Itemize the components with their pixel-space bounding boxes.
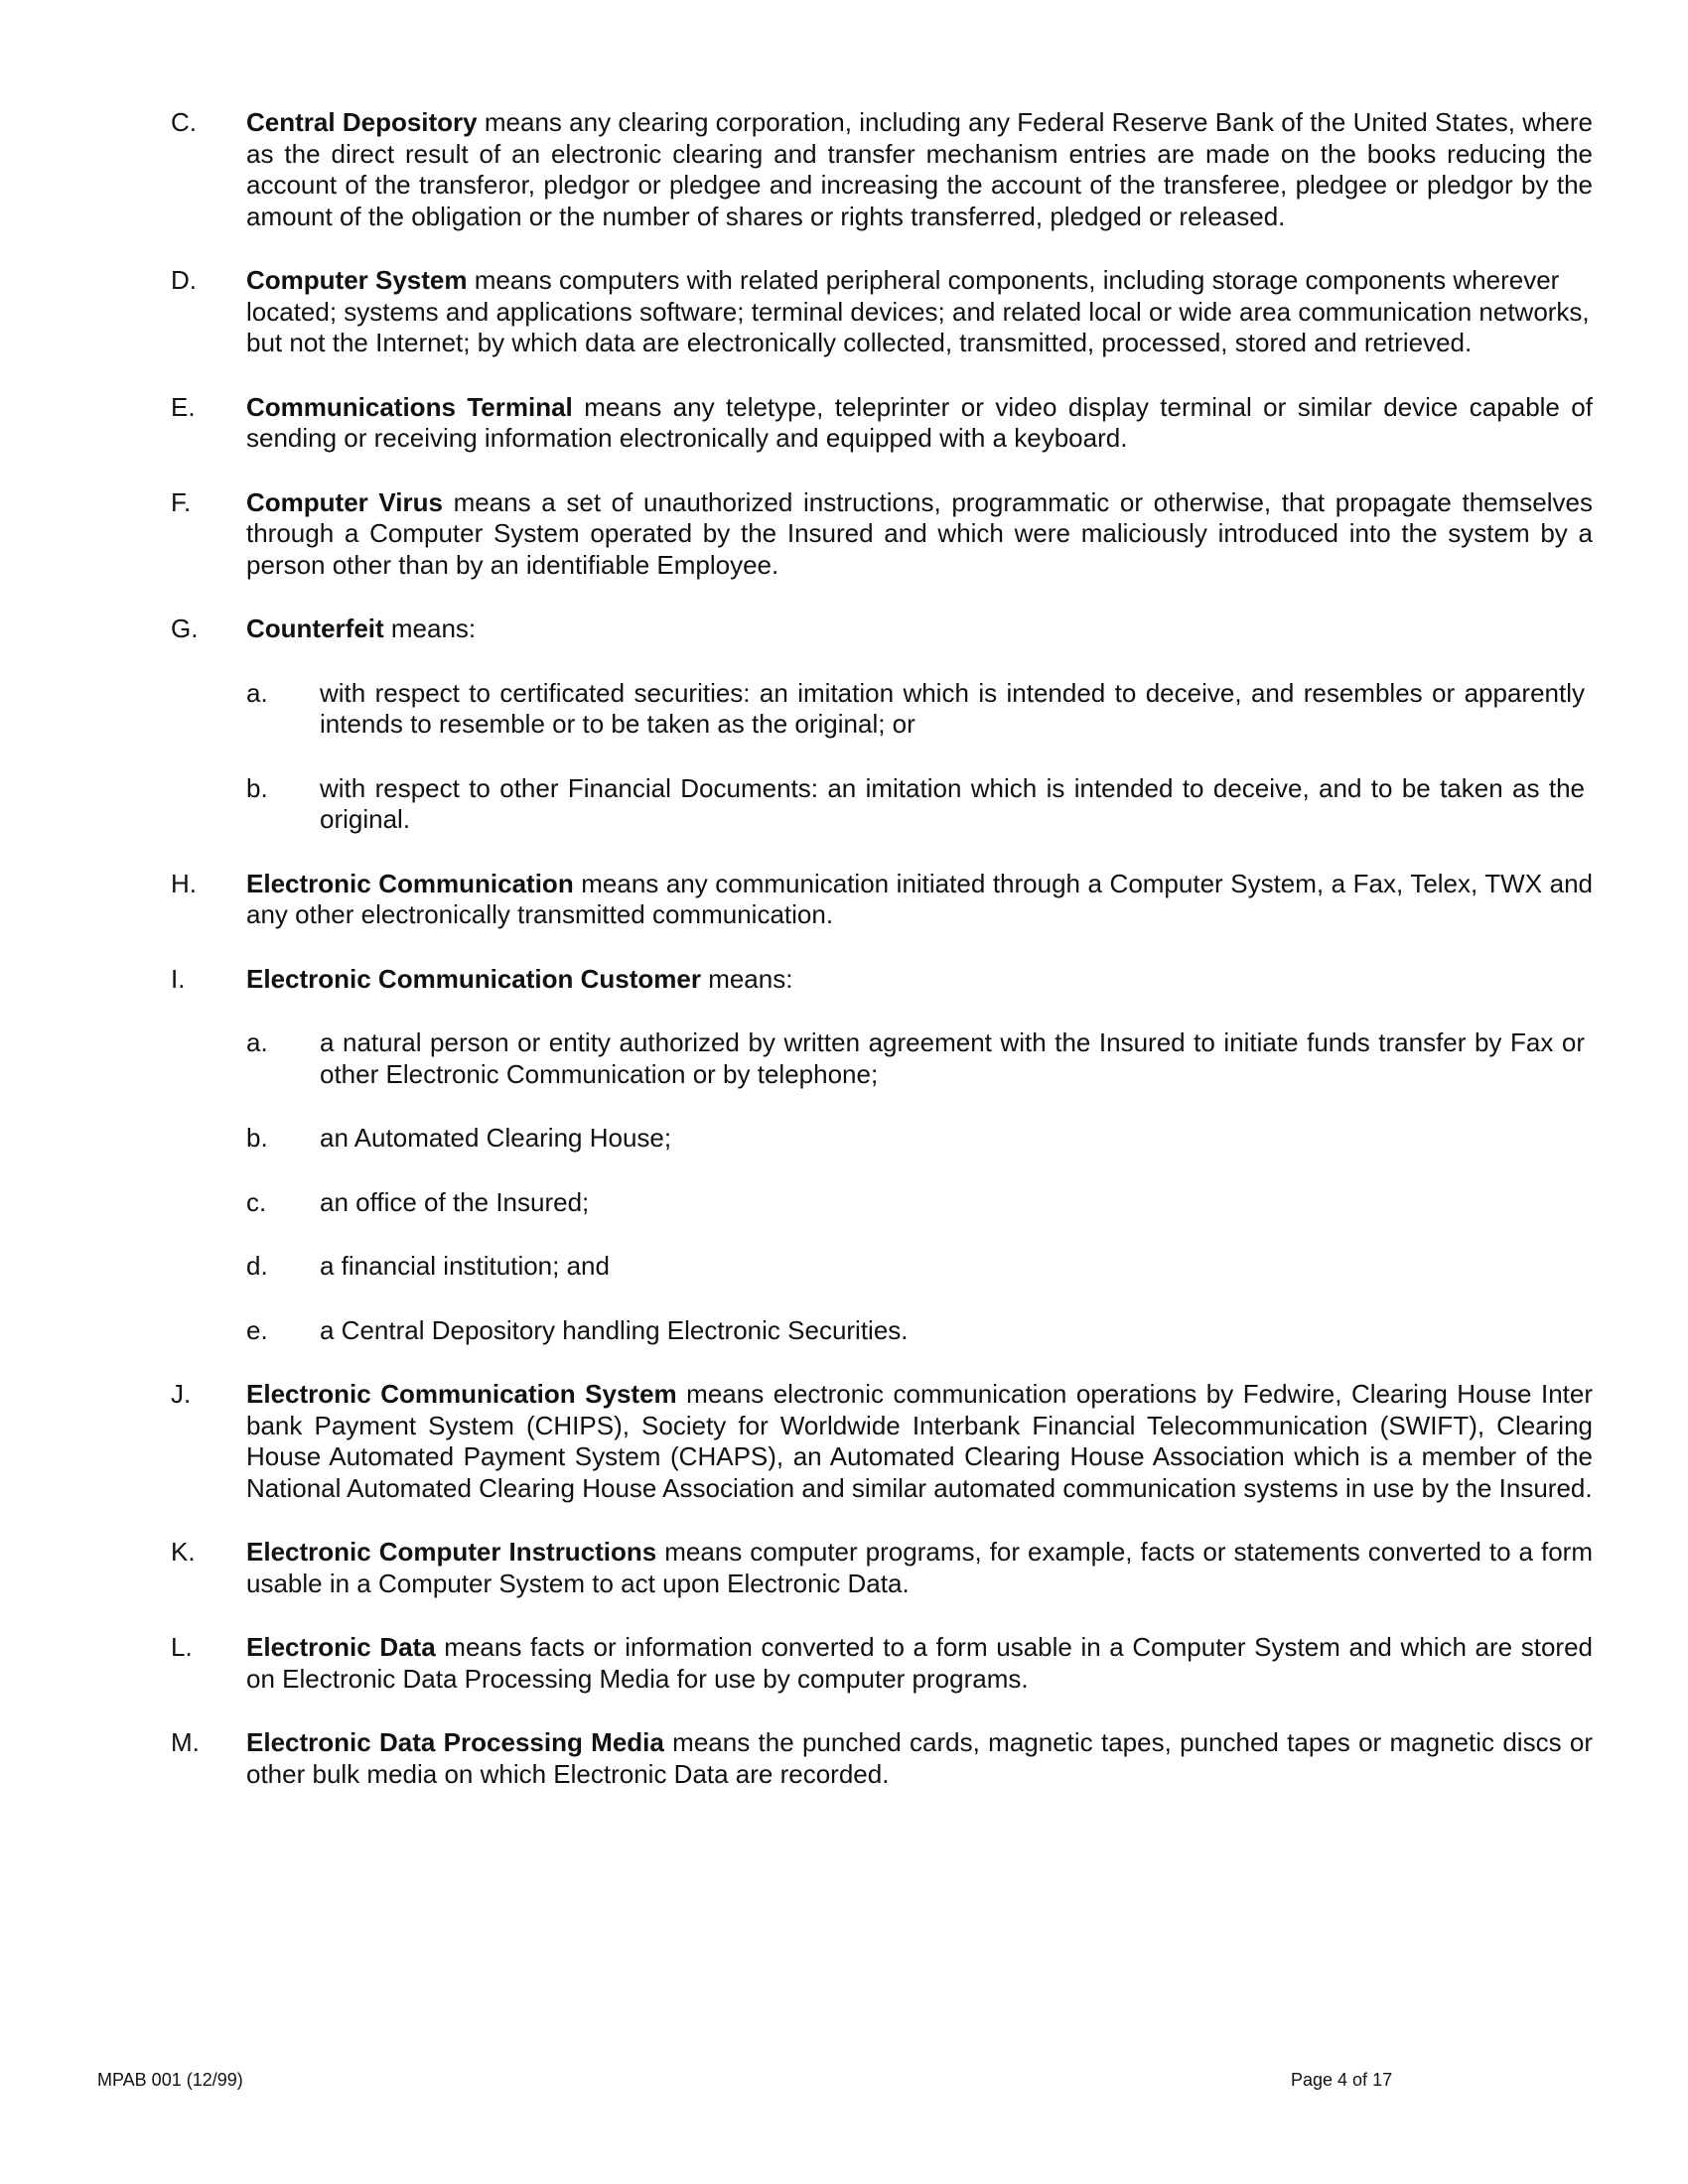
subitem-text: a financial institution; and — [320, 1251, 610, 1281]
subitem-letter: d. — [246, 1251, 268, 1281]
subitem-letter: c. — [246, 1186, 267, 1217]
definition-letter: J. — [171, 1379, 192, 1409]
definition-text: means a set of unauthorized instructions, programmatic or otherwise, that propagate themselves through a Computer System operated by the Insured and which were maliciously introduced into the system by a person other than by an identifiable Employee. — [246, 486, 1593, 580]
definition-term: Electronic Communication System — [246, 1379, 677, 1409]
subitem-letter: a. — [246, 677, 268, 708]
subitem-text: with respect to certificated securities: an imitation which is intended to deceive, and resembles or apparently intends to resemble or to be taken as the original; or — [320, 677, 1585, 739]
subitem-letter: e. — [246, 1314, 268, 1345]
definition-term: Electronic Data — [246, 1632, 436, 1662]
definition-letter: L. — [171, 1632, 193, 1662]
form-number: MPAB 001 (12/99) — [97, 2070, 243, 2090]
subitem-text: a natural person or entity authorized by written agreement with the Insured to initiate funds transfer by Fax or other Electronic Communication or by telephone; — [320, 1027, 1585, 1089]
definition-text: means the punched cards, magnetic tapes, punched tapes or magnetic discs or other bulk media on which Electronic Data are recorded. — [246, 1727, 1593, 1789]
definition-term: Electronic Communication — [246, 868, 574, 898]
definition-text: means computers with related peripheral components, including storage components wherever located; systems and applications software; terminal devices; and related local or wide area communication networks, but not the Internet; by which data are electronically collected, transmitted, processed, stored and retrieved. — [246, 265, 1590, 357]
definition-letter: K. — [171, 1537, 196, 1567]
definition-communications-terminal — [171, 392, 1593, 455]
subitem-text: a Central Depository handling Electronic Securities. — [320, 1314, 909, 1345]
definition-text: means computer programs, for example, facts or statements converted to a form usable in a Computer System to act upon Electronic Data. — [246, 1537, 1593, 1598]
definition-counterfeit — [171, 614, 1593, 836]
definition-term: Counterfeit — [246, 614, 384, 643]
definition-letter: G. — [171, 614, 199, 643]
definition-central-depository — [171, 107, 1593, 232]
page-number: Page 4 of 17 — [1291, 2070, 1393, 2090]
subitem — [246, 1315, 1593, 1347]
definition-term: Computer Virus — [246, 486, 443, 517]
definition-letter: H. — [171, 868, 197, 898]
definition-text: means any teletype, teleprinter or video display terminal or similar device capable of sending or receiving information electronically and equipped with a keyboard. — [246, 391, 1593, 453]
definition-electronic-data — [171, 1632, 1593, 1695]
subitem — [246, 1123, 1593, 1155]
definition-electronic-communication-system — [171, 1379, 1593, 1504]
definition-letter: E. — [171, 391, 196, 422]
definition-text: means electronic communication operations by Fedwire, Clearing House Inter bank Payment System (CHIPS), Society for Worldwide Interbank Financial Telecommunication (SWIFT), Clearing House Automated Payment System (CHAPS), an Automated Clearing House Association which is a member of the National Automated Clearing House Association and similar automated communication systems in use by the Insured. — [246, 1379, 1593, 1503]
definition-letter: M. — [171, 1727, 200, 1757]
subitem-text: an Automated Clearing House; — [320, 1123, 672, 1153]
definition-term: Electronic Computer Instructions — [246, 1537, 657, 1567]
definition-letter: F. — [171, 486, 192, 517]
subitem — [246, 1251, 1593, 1283]
definition-text: means any clearing corporation, including any Federal Reserve Bank of the United States, where as the direct result of an electronic clearing and transfer mechanism entries are made on the books reducing the account of the transferor, pledgor or pledgee and increasing the account of the transferee, pledgee or pledgor by the amount of the obligation or the number of shares or rights transferred, pledged or released. — [246, 107, 1594, 231]
definition-text: means any communication initiated through a Computer System, a Fax, Telex, TWX and any other electronically transmitted communication. — [246, 868, 1593, 929]
definition-electronic-communication — [171, 869, 1593, 931]
definition-term: Electronic Data Processing Media — [246, 1727, 664, 1757]
definition-electronic-computer-instructions — [171, 1537, 1593, 1599]
definition-letter: I. — [171, 963, 186, 994]
definition-term: Communications Terminal — [246, 391, 573, 422]
definition-electronic-data-processing-media — [171, 1727, 1593, 1790]
subitem — [246, 1187, 1593, 1219]
definition-computer-system — [171, 265, 1593, 359]
definition-text: means facts or information converted to a form usable in a Computer System and which are stored on Electronic Data Processing Media for use by computer programs. — [246, 1632, 1593, 1694]
definition-letter: D. — [171, 265, 197, 295]
subitem — [246, 773, 1593, 836]
definitions-list — [171, 107, 1593, 1823]
definition-letter: C. — [171, 107, 197, 137]
definition-electronic-communication-customer — [171, 964, 1593, 1347]
subitem-text: with respect to other Financial Documents: an imitation which is intended to deceive, and to be taken as the original. — [320, 772, 1585, 834]
subitem-letter: b. — [246, 772, 268, 803]
definition-computer-virus — [171, 487, 1593, 582]
subitem — [246, 1027, 1593, 1090]
subitem-letter: a. — [246, 1027, 268, 1057]
subitem-text: an office of the Insured; — [320, 1186, 590, 1217]
subitem — [246, 678, 1593, 741]
definition-term: Computer System — [246, 265, 468, 295]
definition-term: Electronic Communication Customer — [246, 963, 701, 994]
definition-text: means: — [700, 963, 793, 994]
definition-text: means: — [383, 614, 477, 643]
subitem-letter: b. — [246, 1123, 268, 1153]
definition-term: Central Depository — [246, 107, 478, 137]
